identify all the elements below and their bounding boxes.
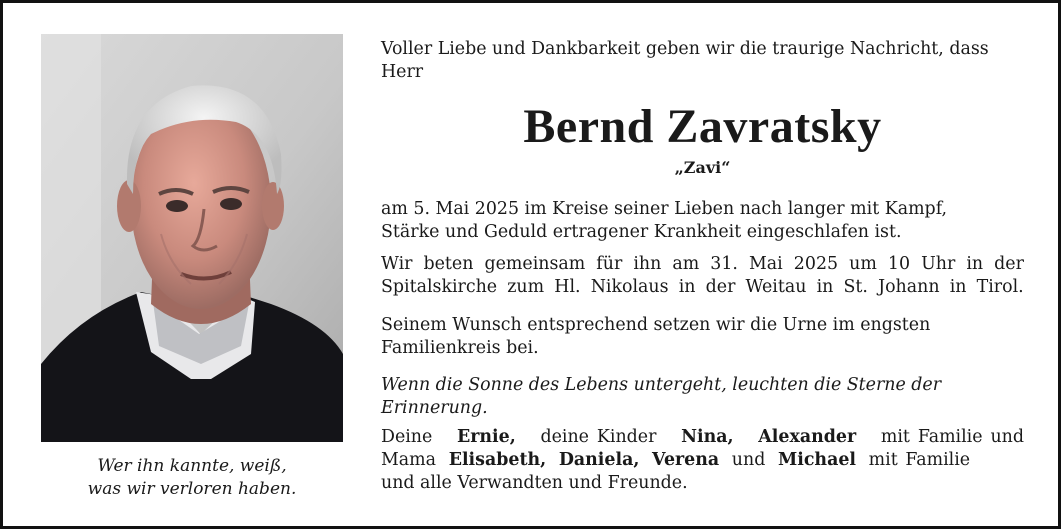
intro-line-2: Herr — [381, 62, 424, 82]
family-deine: Deine — [381, 427, 433, 447]
photo-caption — [41, 455, 343, 501]
family-mit-familie: mit Familie — [868, 450, 971, 470]
family-line-1 — [381, 426, 1024, 449]
family-deine-kinder: deine Kinder — [540, 427, 657, 447]
paragraph3-line-1: Seinem Wunsch entsprechend setzen wir die Urne im engsten — [381, 315, 931, 335]
paragraph1-line-1: am 5. Mai 2025 im Kreise seiner Lieben nach langer mit Kampf, — [381, 199, 948, 219]
family-line-2 — [381, 449, 1024, 472]
family-mit-familie-und: mit Familie und — [880, 427, 1024, 447]
family-ernie: Ernie, — [457, 427, 516, 447]
deceased-name: Bernd Zavratsky — [523, 100, 882, 153]
nickname: „Zavi“ — [674, 158, 731, 177]
paragraph2-line-2: Spitalskirche zum Hl. Nikolaus in der Weitau in St. Johann in Tirol. — [381, 277, 1024, 297]
family-nina: Nina, — [681, 427, 734, 447]
family-daniela: Daniela, — [558, 450, 640, 470]
family-alexander: Alexander — [758, 427, 857, 447]
paragraph2-line-1: Wir beten gemeinsam für ihn am 31. Mai 2025 um 10 Uhr in der — [381, 254, 1024, 274]
intro-line-1: Voller Liebe und Dankbarkeit geben wir die traurige Nachricht, dass — [381, 39, 989, 59]
paragraph3-line-2: Familienkreis bei. — [381, 338, 539, 358]
quote-line-2: Erinnerung. — [381, 398, 488, 418]
family-elisabeth: Elisabeth, — [448, 450, 547, 470]
death-notice-paragraph — [381, 198, 1024, 244]
urn-paragraph — [381, 314, 1024, 360]
service-paragraph — [381, 253, 1024, 299]
intro-text — [381, 38, 1024, 84]
family-verena: Verena — [652, 450, 720, 470]
memorial-quote — [381, 374, 1024, 420]
family-und: und — [731, 450, 766, 470]
caption-line-2: was wir verloren haben. — [87, 479, 297, 499]
paragraph1-line-2: Stärke und Geduld ertragener Krankheit eingeschlafen ist. — [381, 222, 902, 242]
family-signatures — [381, 426, 1024, 495]
family-line-3: und alle Verwandten und Freunde. — [381, 473, 688, 493]
family-michael: Michael — [777, 450, 857, 470]
quote-line-1: Wenn die Sonne des Lebens untergeht, leuchten die Sterne der — [381, 375, 942, 395]
family-mama: Mama — [381, 450, 437, 470]
caption-line-1: Wer ihn kannte, weiß, — [97, 456, 287, 476]
portrait-photo — [41, 34, 343, 442]
